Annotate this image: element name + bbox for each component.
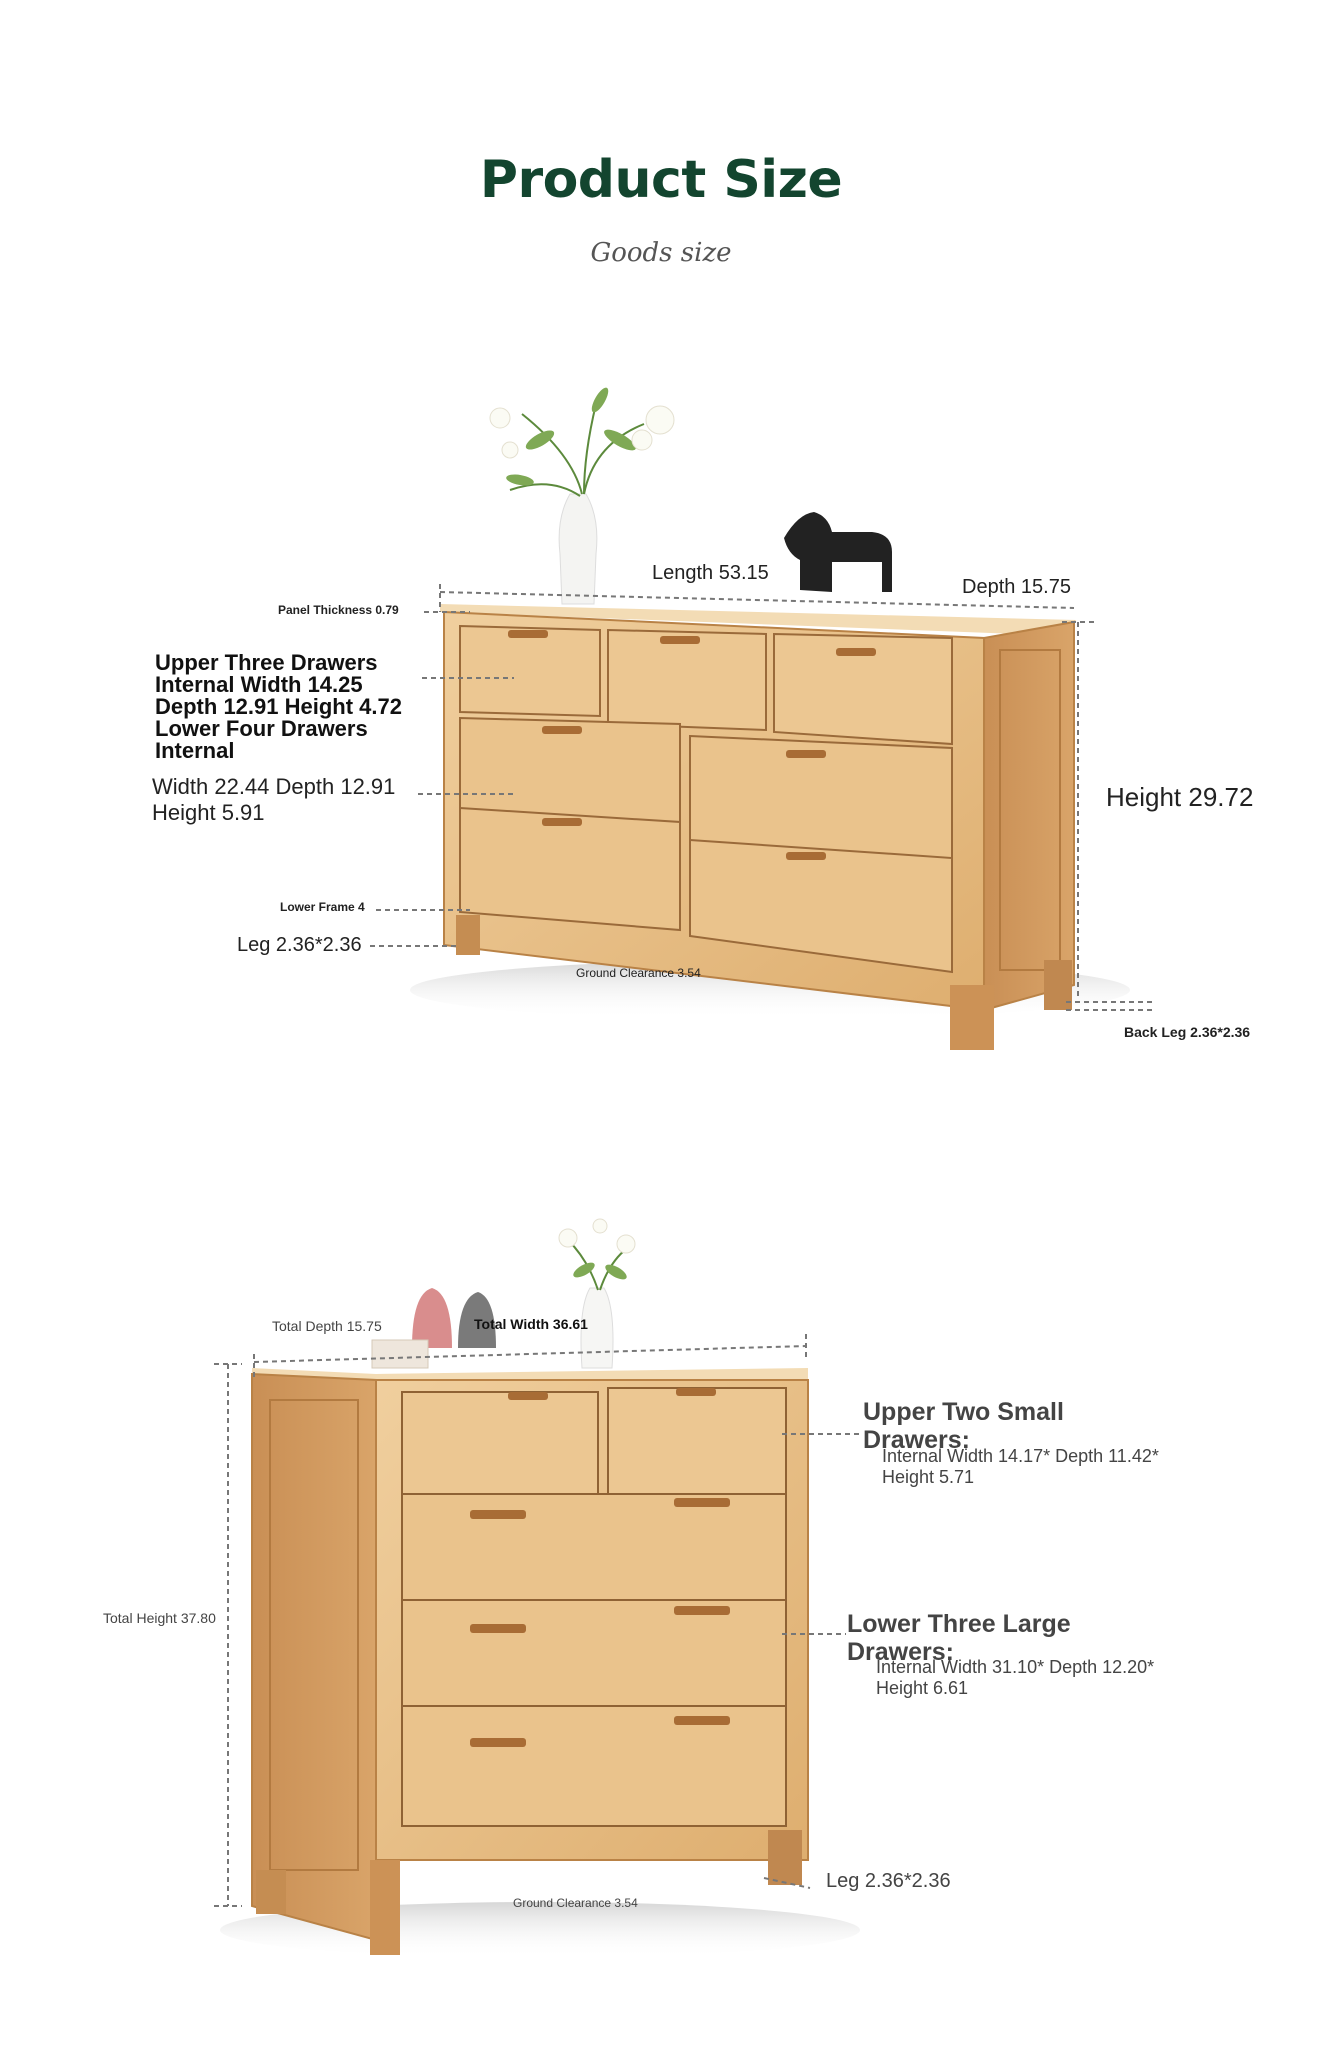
upper-small-drawers-heading: Upper Two Small Drawers: bbox=[863, 1398, 1064, 1454]
depth-label: Depth 15.75 bbox=[962, 576, 1071, 598]
back-leg-label: Back Leg 2.36*2.36 bbox=[1124, 1024, 1251, 1040]
upper-drawers-spec: Upper Three Drawers Internal Width 14.25 Depth 12.91 Height 4.72 Lower Four Drawers Internal bbox=[155, 650, 402, 763]
height-label: Height 29.72 bbox=[1106, 782, 1254, 812]
wide-dresser bbox=[410, 385, 1130, 1050]
upper-small-drawers-spec: Internal Width 14.17* Depth 11.42* Height 5.71 bbox=[882, 1446, 1159, 1487]
leg-label: Leg 2.36*2.36 bbox=[237, 934, 362, 956]
tall-leg-label: Leg 2.36*2.36 bbox=[826, 1870, 951, 1892]
lower-large-drawers-heading: Lower Three Large Drawers: bbox=[847, 1610, 1071, 1666]
page-title: Product Size bbox=[479, 150, 843, 210]
lower-large-drawers-spec: Internal Width 31.10* Depth 12.20* Height 6.61 bbox=[876, 1657, 1155, 1698]
lower-drawers-spec: Width 22.44 Depth 12.91 Height 5.91 bbox=[152, 774, 396, 825]
total-depth-label: Total Depth 15.75 bbox=[272, 1318, 382, 1334]
tall-ground-clearance-label: Ground Clearance 3.54 bbox=[513, 1896, 638, 1910]
total-width-label: Total Width 36.61 bbox=[474, 1316, 588, 1332]
length-label: Length 53.15 bbox=[652, 562, 769, 584]
total-height-label: Total Height 37.80 bbox=[103, 1610, 216, 1626]
script-subtitle: Goods size bbox=[590, 238, 732, 268]
ground-clearance-label: Ground Clearance 3.54 bbox=[576, 966, 701, 980]
lower-frame-label: Lower Frame 4 bbox=[280, 900, 365, 914]
panel-thickness-label: Panel Thickness 0.79 bbox=[278, 603, 399, 617]
